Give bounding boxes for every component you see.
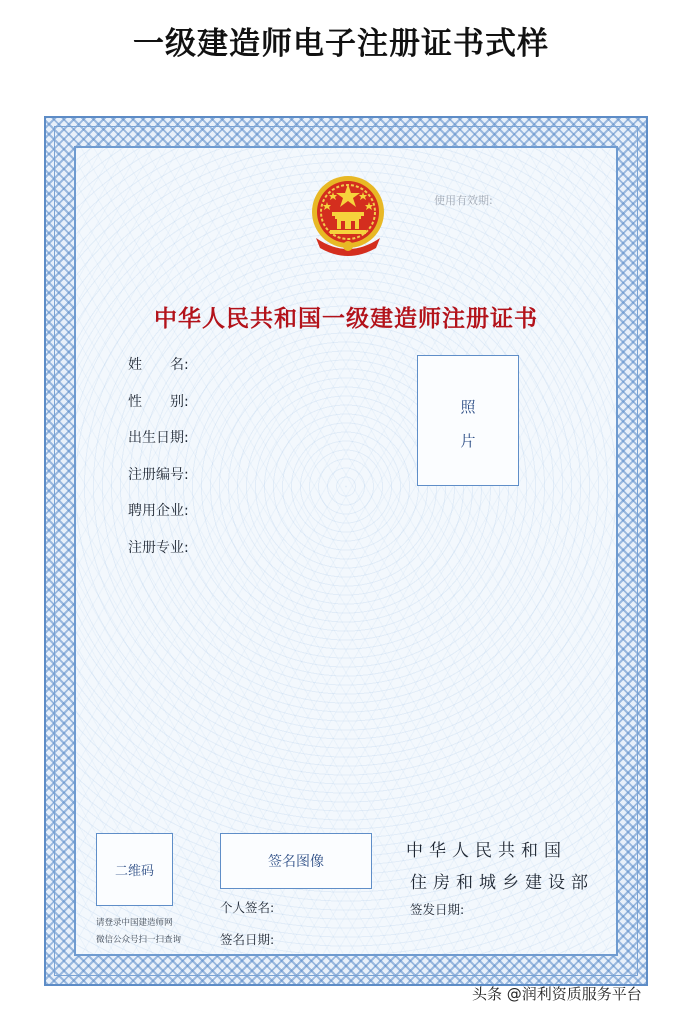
field-gender: 性 别: <box>128 394 189 410</box>
field-specialty: 注册专业: <box>128 540 189 556</box>
field-registration-number: 注册编号: <box>128 467 189 483</box>
watermark: 头条 @润利资质服务平台 <box>472 985 642 1003</box>
signature-date-label: 签名日期: <box>220 932 275 947</box>
photo-placeholder <box>417 355 519 486</box>
field-birth-date: 出生日期: <box>128 430 189 446</box>
photo-label-1: 照 <box>460 398 476 416</box>
issue-date-label: 签发日期: <box>410 902 465 917</box>
photo-label-2: 片 <box>460 432 476 450</box>
issuer-line-1: 中华人民共和国 <box>406 841 567 861</box>
certificate-body <box>74 146 618 956</box>
certificate-frame <box>44 116 648 986</box>
issuer-line-2: 住房和城乡建设部 <box>410 873 594 893</box>
signature-image-placeholder <box>220 833 372 889</box>
field-employer: 聘用企业: <box>128 503 189 519</box>
national-emblem-icon <box>310 174 386 256</box>
qr-note-line-1: 请登录中国建造师网 <box>96 918 173 928</box>
signature-image-label: 签名图像 <box>268 854 324 870</box>
qr-note-line-2: 微信公众号扫一扫查询 <box>96 935 182 945</box>
field-name: 姓 名: <box>128 357 189 373</box>
validity-label: 使用有效期: <box>434 194 493 207</box>
qr-code-label: 二维码 <box>114 864 154 879</box>
certificate-heading: 中华人民共和国一级建造师注册证书 <box>154 306 538 332</box>
personal-signature-label: 个人签名: <box>220 900 275 915</box>
page-title: 一级建造师电子注册证书式样 <box>133 26 549 62</box>
qr-code-placeholder <box>96 833 173 906</box>
